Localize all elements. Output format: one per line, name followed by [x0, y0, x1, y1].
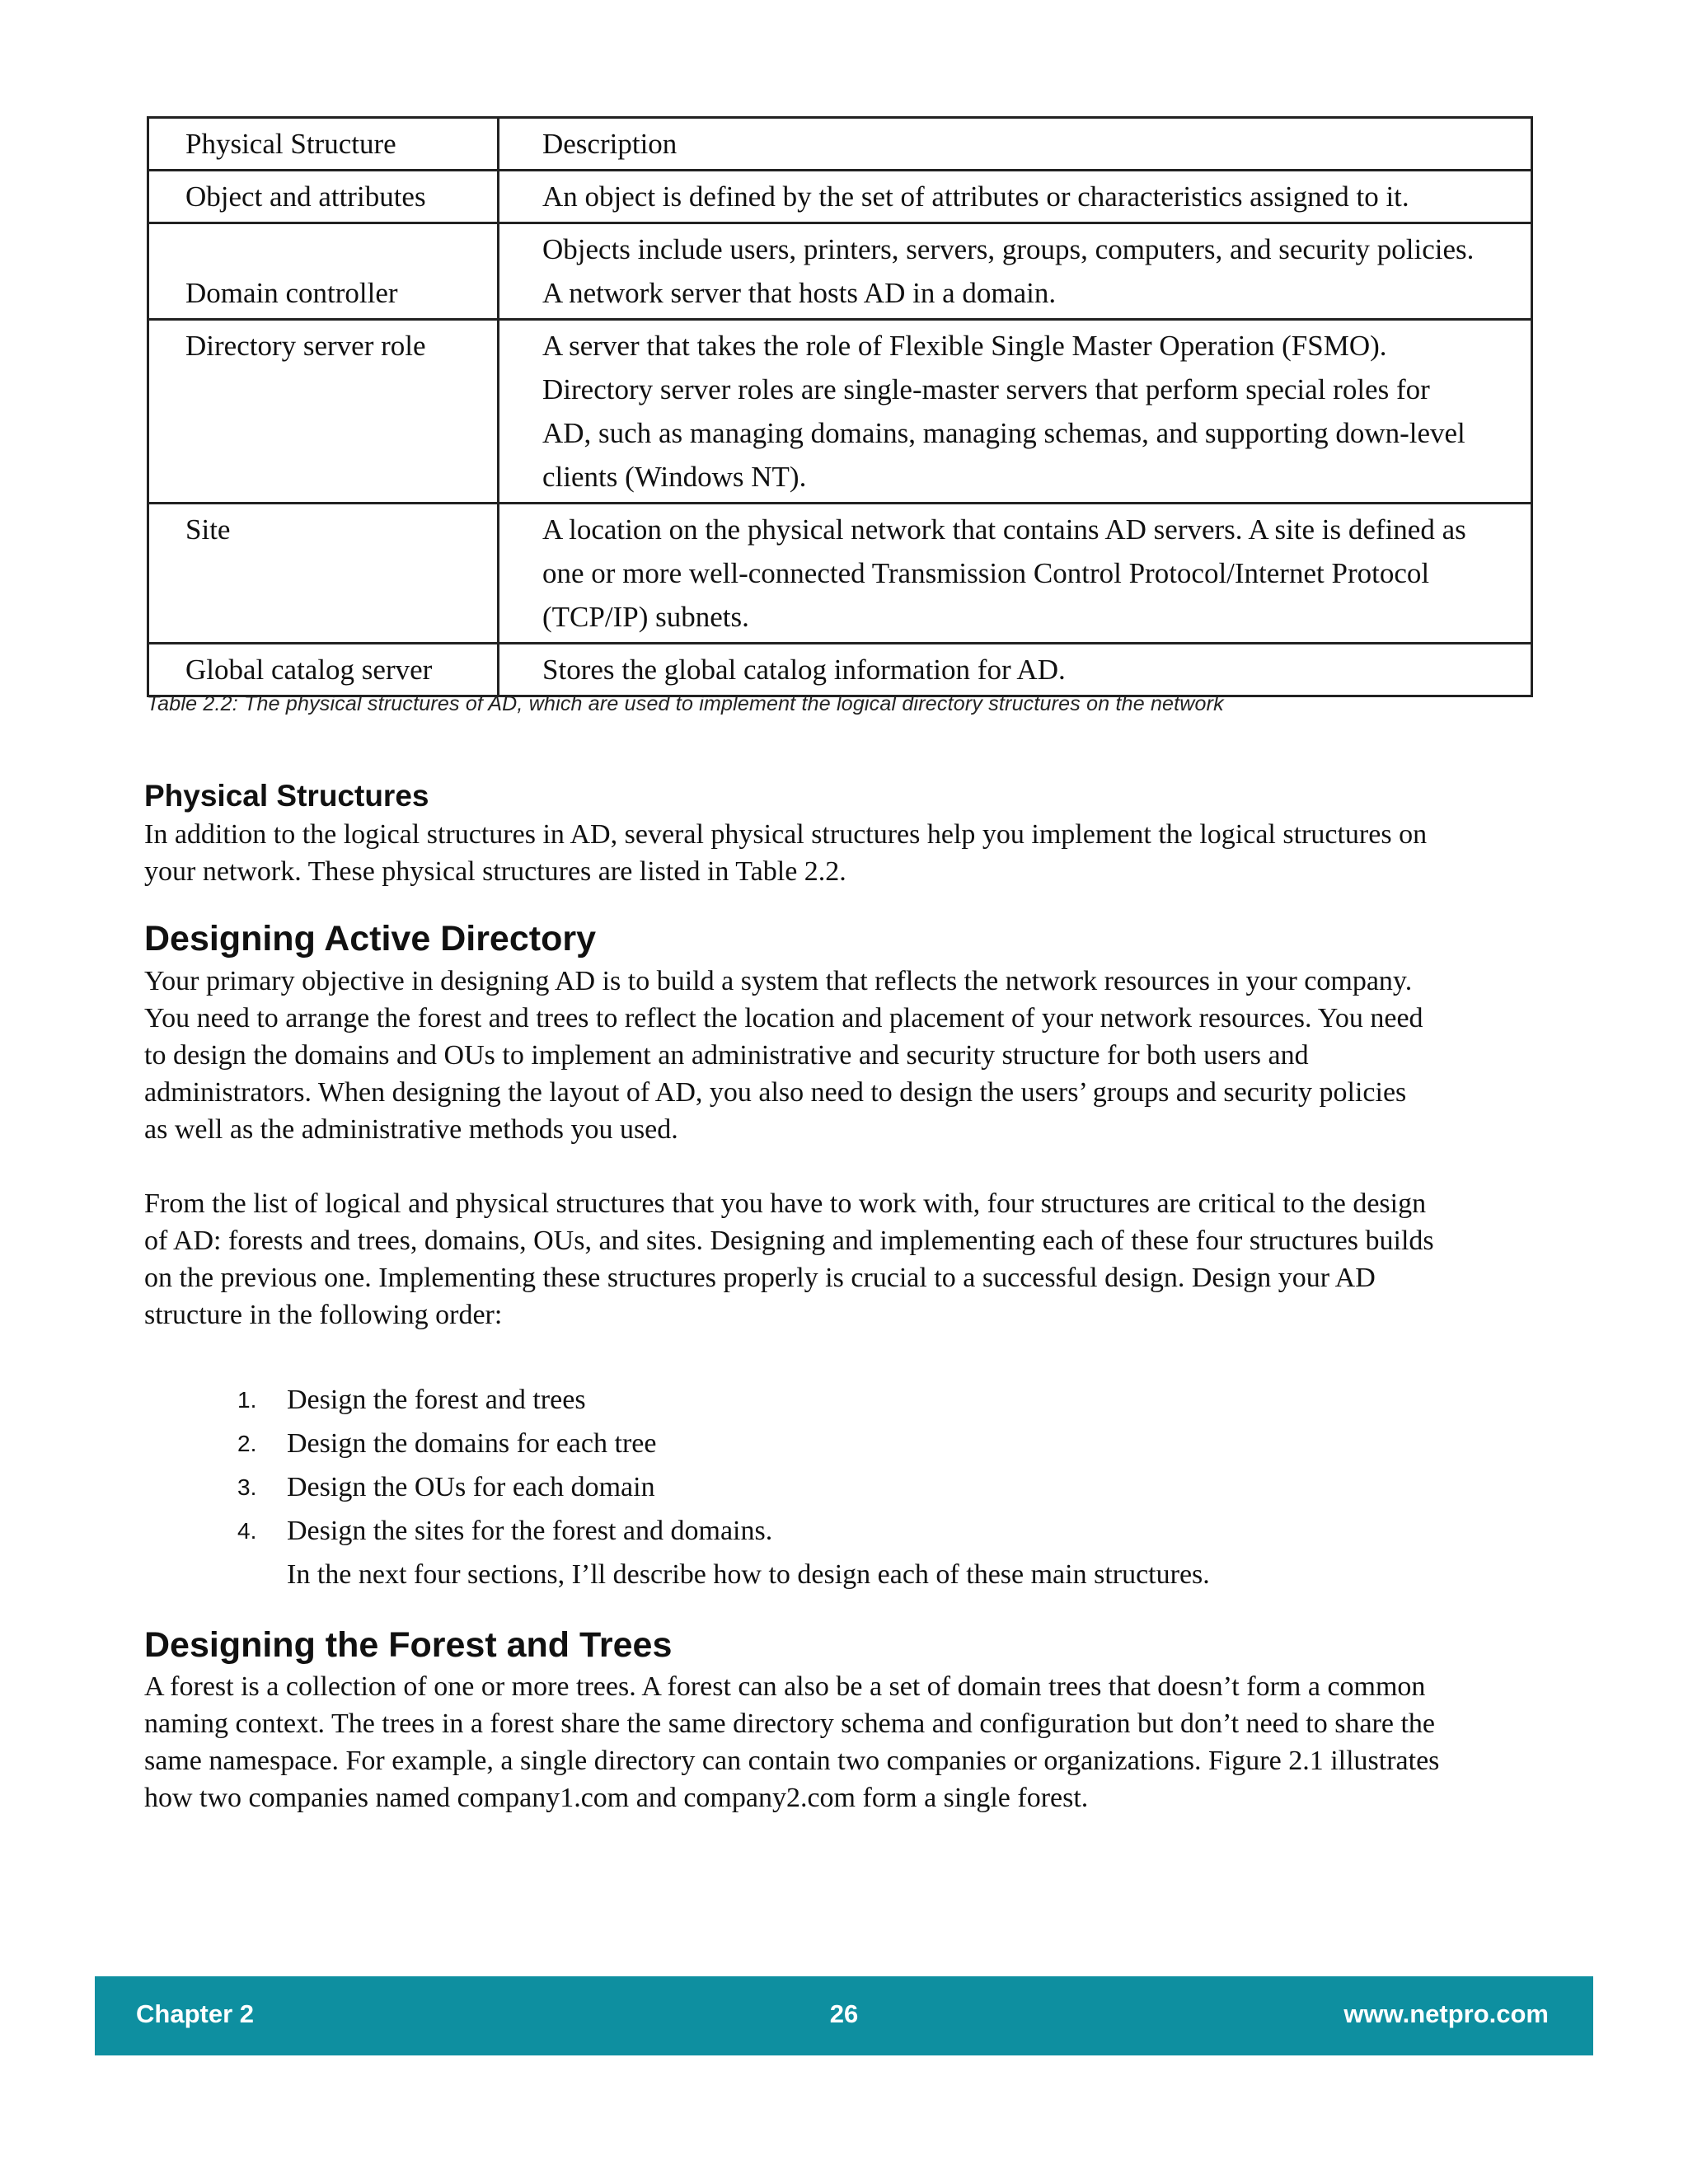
- physical-structures-table: [147, 116, 1533, 697]
- table-header-row: [148, 118, 1532, 171]
- table-cell-description: [499, 320, 1532, 504]
- paragraph-line: to design the domains and OUs to implement an administrative and security structure for both users and: [144, 1040, 1309, 1071]
- paragraph-line: naming context. The trees in a forest share the same directory schema and configuration but don’t need to share the: [144, 1708, 1435, 1739]
- description-line: A server that takes the role of Flexible Single Master Operation (FSMO).: [542, 330, 1387, 362]
- list-text: Design the forest and trees: [287, 1385, 586, 1415]
- description-line: Objects include users, printers, servers, groups, computers, and security policies.: [542, 233, 1475, 265]
- description-line: one or more well-connected Transmission Control Protocol/Internet Protocol: [542, 557, 1430, 589]
- paragraph-line: your network. These physical structures are listed in Table 2.2.: [144, 856, 846, 887]
- list-text: Design the sites for the forest and domains.: [287, 1516, 773, 1546]
- paragraph-line: structure in the following order:: [144, 1300, 503, 1330]
- paragraph-line: Your primary objective in designing AD is to build a system that reflects the network resources in your company.: [144, 966, 1413, 996]
- list-text: Design the OUs for each domain: [287, 1472, 655, 1502]
- paragraph-line: A forest is a collection of one or more trees. A forest can also be a set of domain trees that doesn’t form a common: [144, 1671, 1426, 1702]
- physical-structures-paragraph: [144, 816, 1545, 890]
- list-number: 3.: [237, 1474, 257, 1500]
- table-cell-name: Global catalog server: [148, 644, 499, 696]
- table-row: [148, 504, 1532, 644]
- table-cell-name: Object and attributes: [148, 171, 499, 223]
- table-cell-description: [499, 504, 1532, 644]
- designing-ad-paragraph-2: [144, 1185, 1545, 1333]
- table-row: [148, 320, 1532, 504]
- paragraph-line: as well as the administrative methods you used.: [144, 1114, 678, 1145]
- physical-structures-heading: Physical Structures: [144, 779, 429, 813]
- table-row: [148, 223, 1532, 320]
- footer-url[interactable]: www.netpro.com: [1343, 1999, 1549, 2028]
- paragraph-line: on the previous one. Implementing these structures properly is crucial to a successful design. Design your AD: [144, 1263, 1376, 1293]
- forest-trees-paragraph: [144, 1668, 1545, 1816]
- page-footer: [95, 1976, 1593, 2055]
- list-number: 1.: [237, 1387, 257, 1413]
- table-cell-name: Domain controller: [148, 223, 499, 320]
- list-note-text: In the next four sections, I’ll describe how to design each of these main structures.: [287, 1559, 1210, 1590]
- description-line: clients (Windows NT).: [542, 461, 807, 493]
- table-cell-description: [499, 171, 1532, 223]
- table-cell-name: Directory server role: [148, 320, 499, 504]
- table-row: [148, 644, 1532, 696]
- description-line: (TCP/IP) subnets.: [542, 601, 749, 633]
- paragraph-line: You need to arrange the forest and trees to reflect the location and placement of your network resources. You need: [144, 1003, 1423, 1033]
- description-line: AD, such as managing domains, managing schemas, and supporting down-level: [542, 417, 1465, 449]
- description-line: Stores the global catalog information for AD.: [542, 654, 1066, 686]
- table-cell-name: Site: [148, 504, 499, 644]
- table-cell-description: [499, 223, 1532, 320]
- table-cell-description: [499, 644, 1532, 696]
- description-line: A network server that hosts AD in a domain.: [542, 277, 1057, 309]
- list-text: Design the domains for each tree: [287, 1428, 657, 1459]
- designing-ad-heading: Designing Active Directory: [144, 919, 596, 958]
- description-line: A location on the physical network that contains AD servers. A site is defined as: [542, 513, 1466, 546]
- paragraph-line: In addition to the logical structures in AD, several physical structures help you implement the logical structures on: [144, 819, 1428, 850]
- description-line: Directory server roles are single-master servers that perform special roles for: [542, 373, 1430, 405]
- paragraph-line: same namespace. For example, a single directory can contain two companies or organizations. Figure 2.1 illustrates: [144, 1746, 1440, 1776]
- paragraph-line: administrators. When designing the layout of AD, you also need to design the users’ groups and security policies: [144, 1077, 1407, 1108]
- footer-chapter: Chapter 2: [136, 1999, 254, 2028]
- designing-ad-paragraph-1: [144, 963, 1545, 1148]
- table-header-cell: Description: [499, 118, 1532, 171]
- paragraph-line: From the list of logical and physical structures that you have to work with, four structures are critical to the design: [144, 1188, 1427, 1219]
- footer-page-number: 26: [829, 1999, 859, 2028]
- table-caption: Table 2.2: The physical structures of AD, which are used to implement the logical directory structures on the network: [147, 692, 1224, 715]
- list-number: 2.: [237, 1431, 257, 1456]
- paragraph-line: of AD: forests and trees, domains, OUs, and sites. Designing and implementing each of these four structures builds: [144, 1226, 1434, 1256]
- list-number: 4.: [237, 1518, 257, 1544]
- paragraph-line: how two companies named company1.com and company2.com form a single forest.: [144, 1783, 1089, 1813]
- table-header-cell: Physical Structure: [148, 118, 499, 171]
- description-line: An object is defined by the set of attributes or characteristics assigned to it.: [542, 180, 1409, 213]
- forest-trees-heading: Designing the Forest and Trees: [144, 1625, 673, 1665]
- table-row: [148, 171, 1532, 223]
